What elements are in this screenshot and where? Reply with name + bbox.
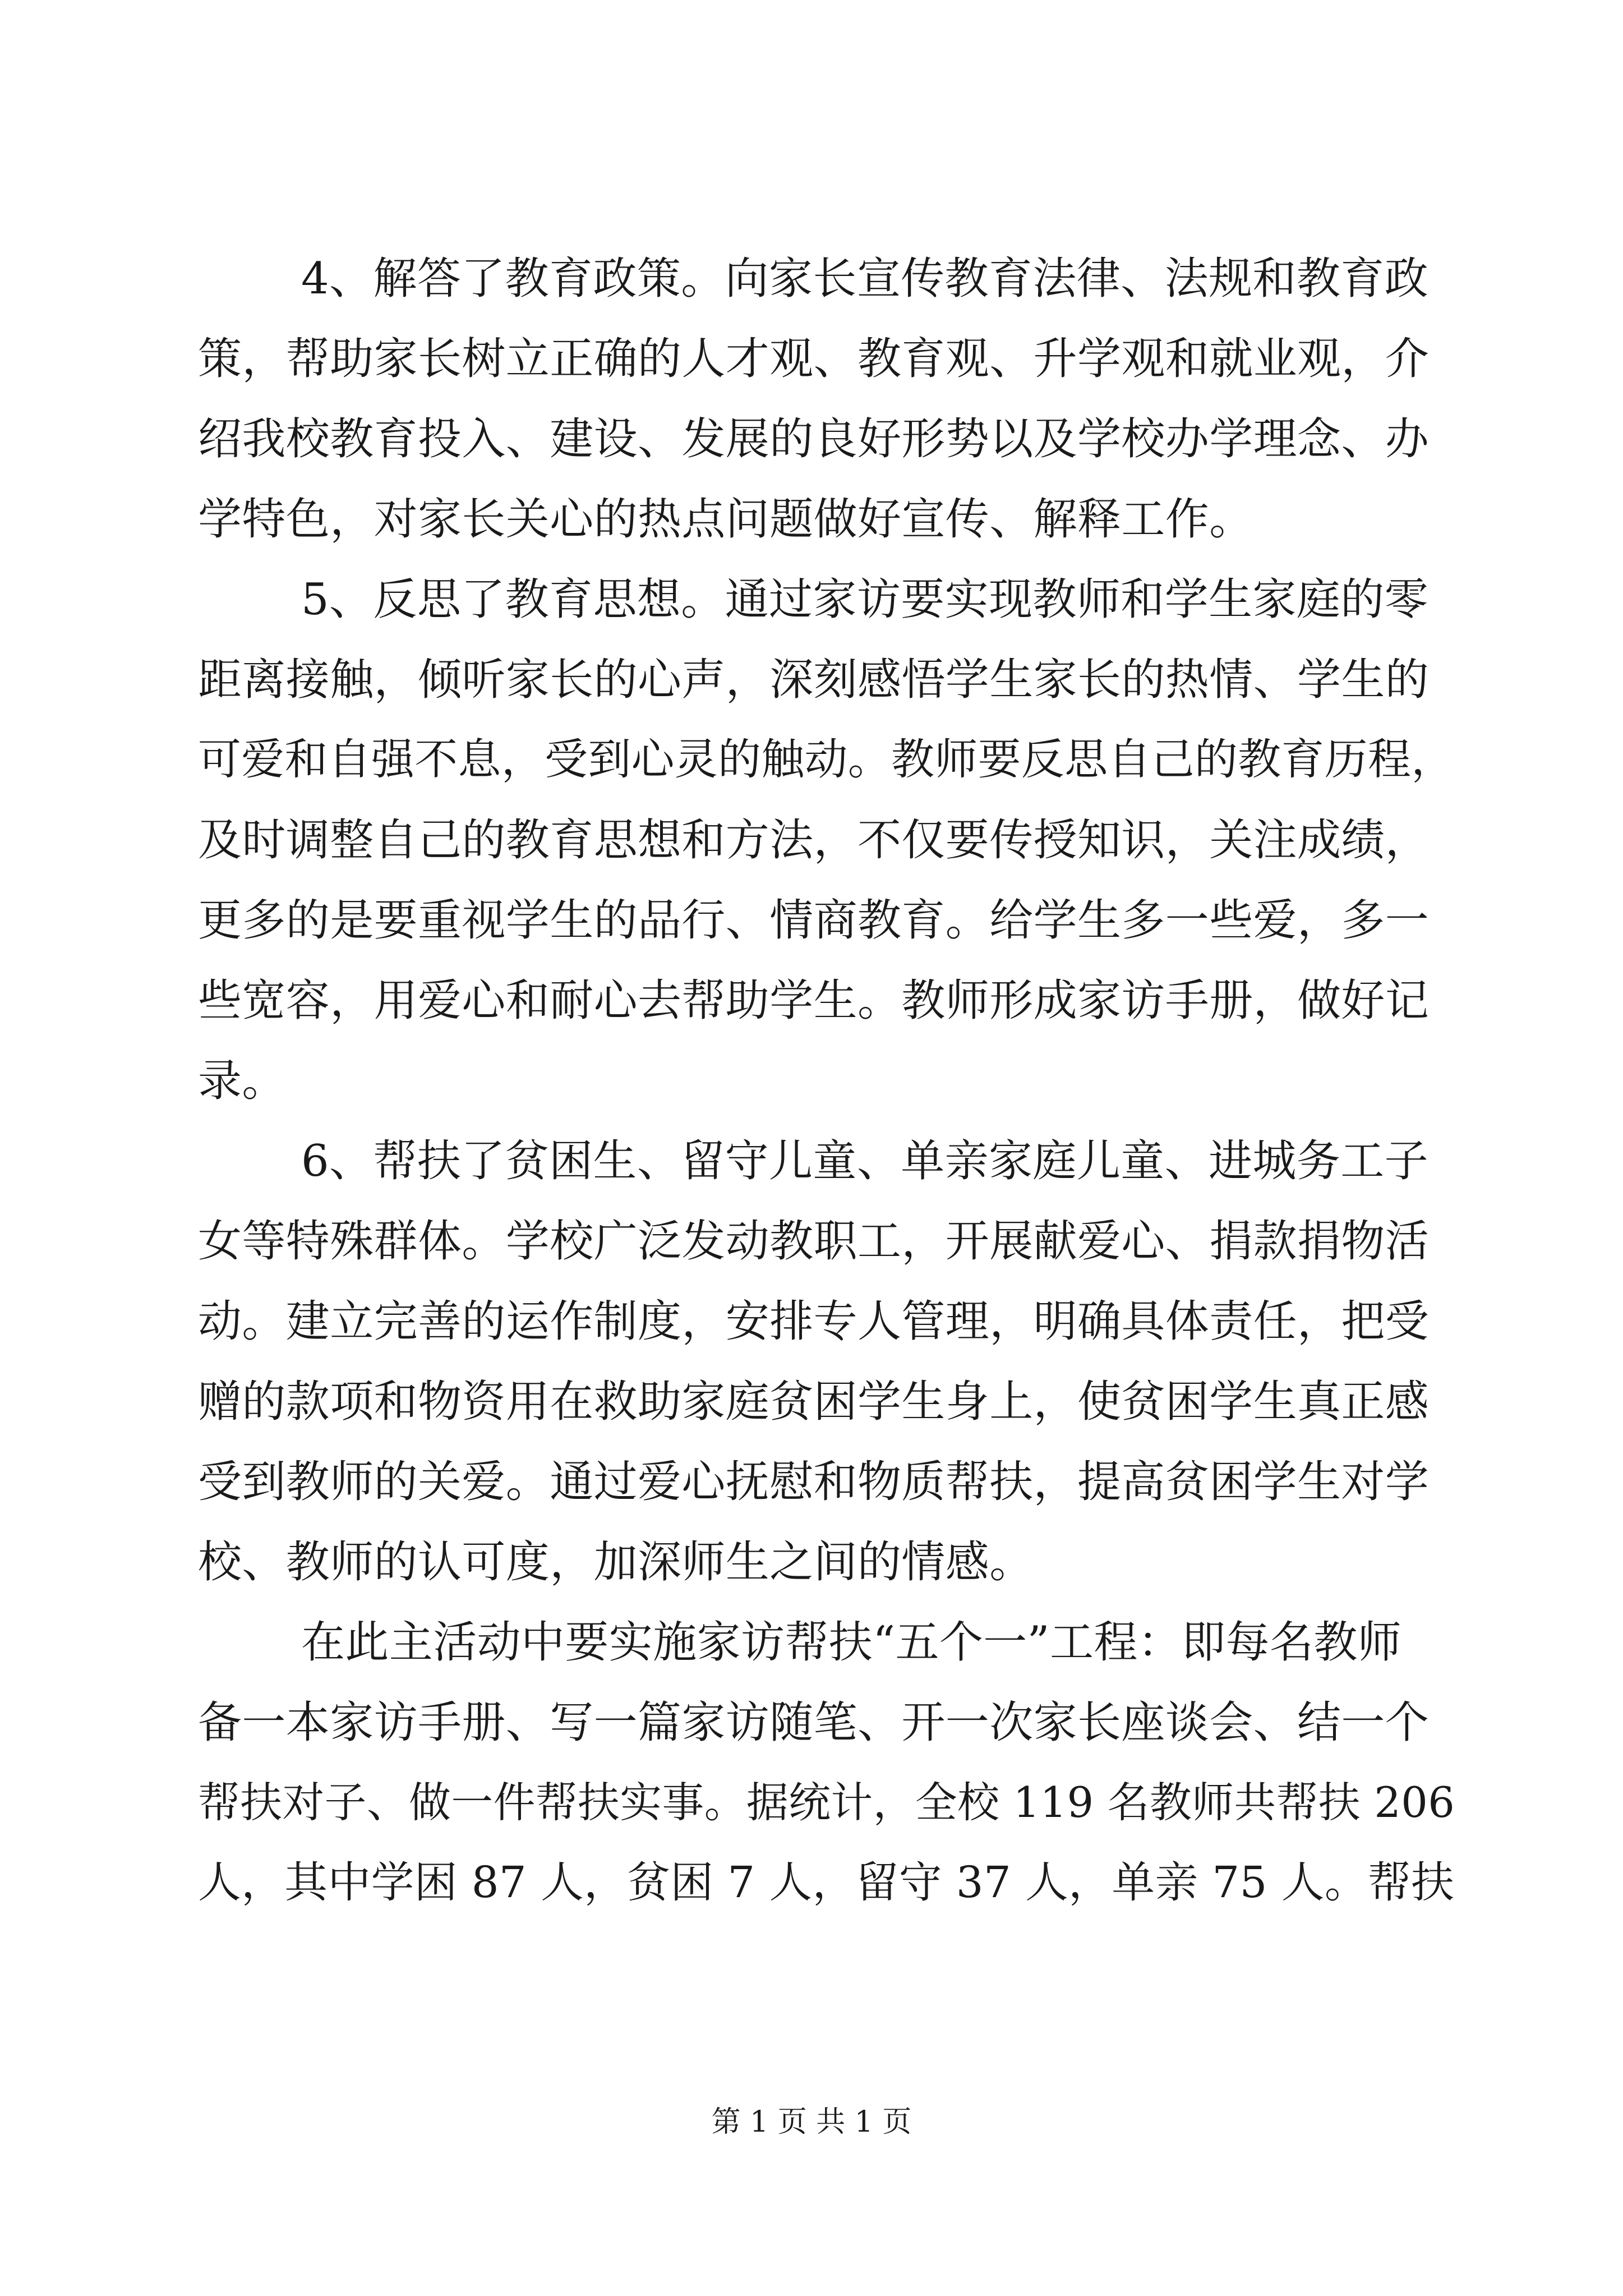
text-line: 策，帮助家长树立正确的人才观、教育观、升学观和就业观，介 [198,334,1430,384]
text-line: 校、教师的认可度，加深师生之间的情感。 [198,1537,1034,1588]
text-line: 动。建立完善的运作制度，安排专人管理，明确具体责任，把受 [198,1296,1430,1347]
text-line: 及时调整自己的教育思想和方法，不仅要传授知识，关注成绩， [198,815,1430,866]
text-line: 可爱和自强不息，受到心灵的触动。教师要反思自己的教育历程， [198,735,1455,785]
text-line: 5、反思了教育思想。通过家访要实现教师和学生家庭的零 [301,574,1429,625]
text-line: 更多的是要重视学生的品行、情商教育。给学生多一些爱，多一 [198,895,1430,946]
text-line: 备一本家访手册、写一篇家访随笔、开一次家长座谈会、结一个 [198,1697,1430,1748]
text-line: 赠的款项和物资用在救助家庭贫困学生身上，使贫困学生真正感 [198,1377,1430,1427]
text-line: 4、解答了教育政策。向家长宣传教育法律、法规和教育政 [301,254,1429,304]
page-number-footer: 第 1 页 共 1 页 [711,2105,912,2139]
text-line: 在此主活动中要实施家访帮扶“五个一”工程：即每名教师 [301,1617,1402,1668]
text-line: 录。 [198,1056,286,1106]
text-line: 距离接触，倾听家长的心声，深刻感悟学生家长的热情、学生的 [198,655,1430,705]
text-line: 受到教师的关爱。通过爱心抚慰和物质帮扶，提高贫困学生对学 [198,1457,1430,1507]
text-line: 学特色，对家长关心的热点问题做好宣传、解释工作。 [198,494,1253,545]
text-line: 绍我校教育投入、建设、发展的良好形势以及学校办学理念、办 [198,414,1430,464]
text-line: 帮扶对子、做一件帮扶实事。据统计，全校 119 名教师共帮扶 206 [198,1778,1455,1827]
text-line: 女等特殊群体。学校广泛发动教职工，开展献爱心、捐款捐物活 [198,1216,1430,1267]
text-line: 6、帮扶了贫困生、留守儿童、单亲家庭儿童、进城务工子 [301,1136,1429,1186]
text-line: 些宽容，用爱心和耐心去帮助学生。教师形成家访手册，做好记 [198,976,1430,1026]
text-line: 人，其中学困 87 人，贫困 7 人，留守 37 人，单亲 75 人。帮扶 [198,1858,1455,1908]
